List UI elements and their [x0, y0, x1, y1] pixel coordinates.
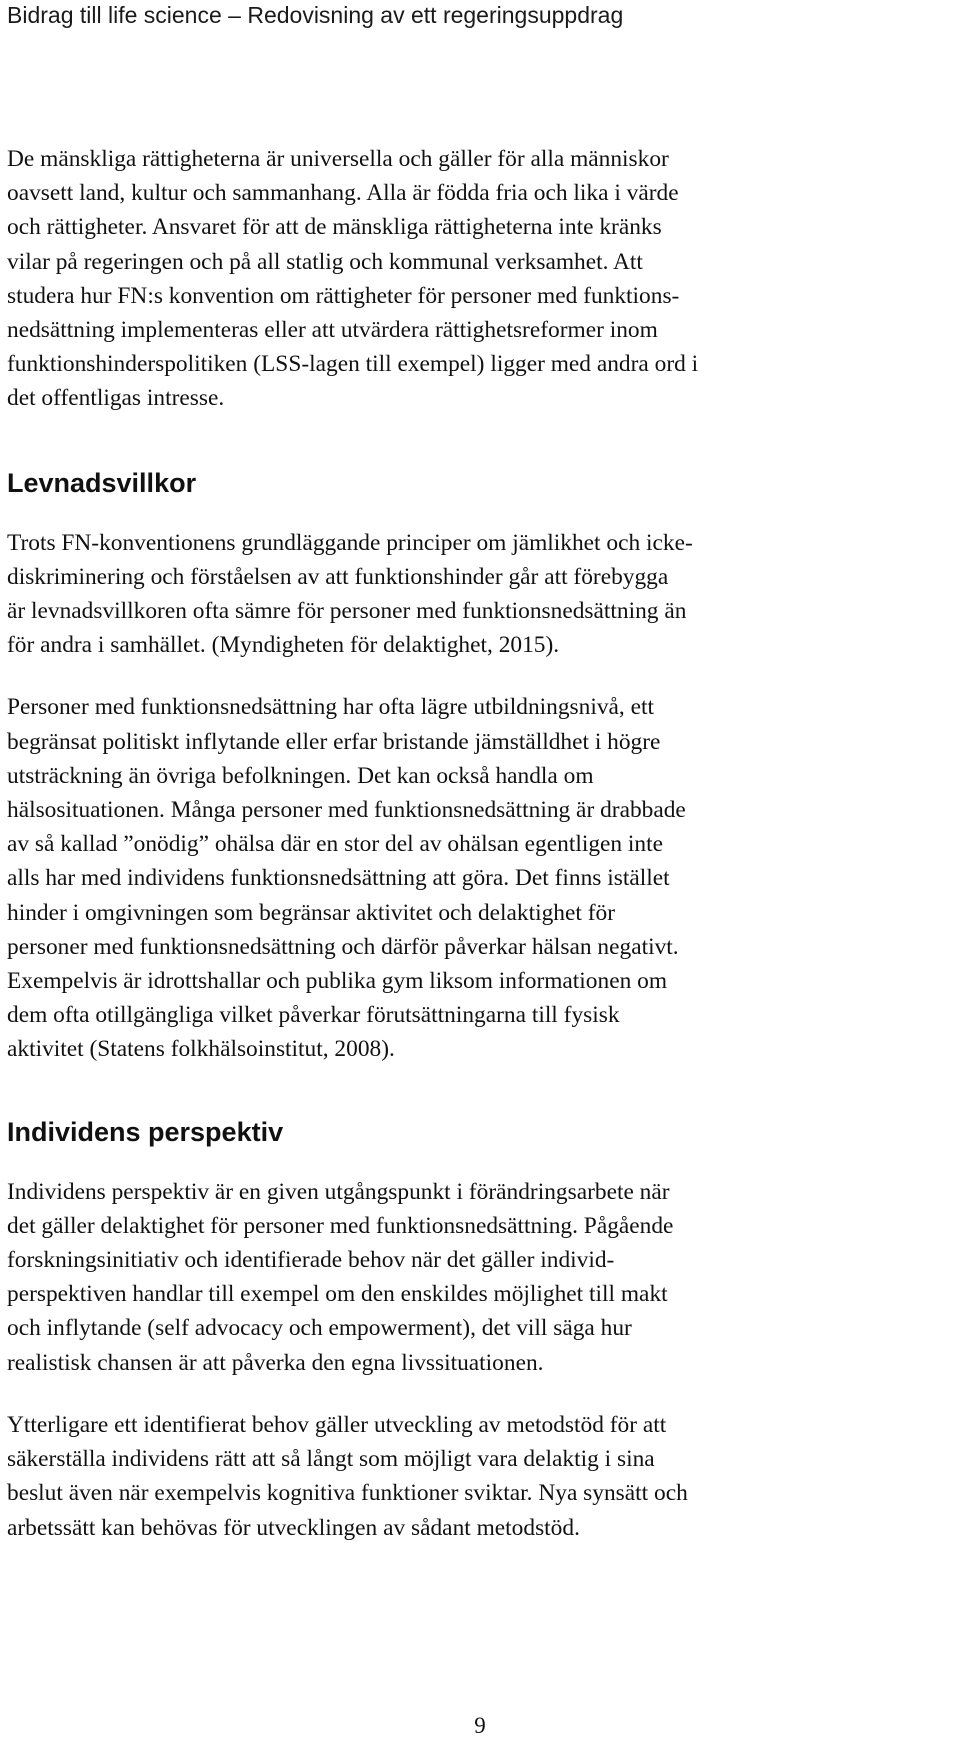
text-line: aktivitet (Statens folkhälsoinstitut, 2008). [7, 1036, 395, 1063]
text-line: realistisk chansen är att påverka den egna livssituationen. [7, 1349, 544, 1376]
text-line: det gäller delaktighet för personer med funktionsnedsättning. Pågående [7, 1212, 674, 1239]
text-line: vilar på regeringen och på all statlig och kommunal verksamhet. Att [7, 248, 643, 275]
paragraph [7, 1408, 953, 1545]
text-line: säkerställa individens rätt att så långt som möjligt vara delaktig i sina [7, 1446, 655, 1473]
section-heading-levnadsvillkor: Levnadsvillkor [7, 467, 197, 498]
text-line: är levnadsvillkoren ofta sämre för personer med funktionsnedsättning än [7, 598, 687, 625]
page-number: 9 [474, 1713, 486, 1738]
text-line: Individens perspektiv är en given utgångspunkt i förändringsarbete när [7, 1178, 670, 1205]
text-line: personer med funktionsnedsättning och därför påverkar hälsan negativt. [7, 933, 679, 960]
paragraph [7, 1175, 953, 1380]
text-line: Trots FN-konventionens grundläggande principer om jämlikhet och icke- [7, 529, 693, 556]
text-line: av så kallad ”onödig” ohälsa där en stor del av ohälsan egentligen inte [7, 831, 664, 858]
text-line: studera hur FN:s konvention om rättigheter för personer med funktions- [7, 282, 680, 309]
paragraph [7, 142, 953, 416]
text-line: nedsättning implementeras eller att utvärdera rättighetsreformer inom [7, 317, 658, 344]
text-line: dem ofta otillgängliga vilket påverkar förutsättningarna till fysisk [7, 1002, 620, 1029]
text-line: forskningsinitiativ och identifierade behov när det gäller individ- [7, 1247, 615, 1274]
text-line: diskriminering och förståelsen av att funktionshinder går att förebygga [7, 563, 669, 590]
text-line: alls har med individens funktionsnedsättning att göra. Det finns istället [7, 865, 670, 892]
text-line: beslut även när exempelvis kognitiva funktioner sviktar. Nya synsätt och [7, 1480, 688, 1507]
text-line: hinder i omgivningen som begränsar aktivitet och delaktighet för [7, 899, 615, 926]
text-line: Ytterligare ett identifierat behov gäller utveckling av metodstöd för att [7, 1411, 667, 1438]
text-line: och inflytande (self advocacy och empowerment), det vill säga hur [7, 1315, 632, 1342]
text-line: det offentligas intresse. [7, 385, 225, 412]
text-line: arbetssätt kan behövas för utvecklingen av sådant metodstöd. [7, 1514, 580, 1541]
text-line: oavsett land, kultur och sammanhang. Alla är födda fria och lika i värde [7, 180, 679, 207]
text-line: och rättigheter. Ansvaret för att de mänskliga rättigheterna inte kränks [7, 214, 662, 241]
section-heading-individens-perspektiv: Individens perspektiv [7, 1116, 284, 1147]
page-body [7, 142, 953, 1545]
running-header: Bidrag till life science – Redovisning av ett regeringsuppdrag [7, 2, 624, 28]
text-line: De mänskliga rättigheterna är universella och gäller för alla människor [7, 146, 669, 172]
text-line: Exempelvis är idrottshallar och publika gym liksom informationen om [7, 968, 668, 995]
text-line: perspektiven handlar till exempel om den enskildes möjlighet till makt [7, 1281, 668, 1308]
text-line: utsträckning än övriga befolkningen. Det kan också handla om [7, 762, 594, 789]
text-line: begränsat politiskt inflytande eller erfar bristande jämställdhet i högre [7, 728, 661, 755]
text-line: för andra i samhället. (Myndigheten för delaktighet, 2015). [7, 632, 560, 659]
text-line: Personer med funktionsnedsättning har ofta lägre utbildningsnivå, ett [7, 694, 654, 721]
paragraph [7, 690, 953, 1066]
text-line: hälsosituationen. Många personer med funktionsnedsättning är drabbade [7, 797, 686, 824]
paragraph [7, 526, 953, 663]
text-line: funktionshinderspolitiken (LSS-lagen till exempel) ligger med andra ord i [7, 351, 699, 378]
